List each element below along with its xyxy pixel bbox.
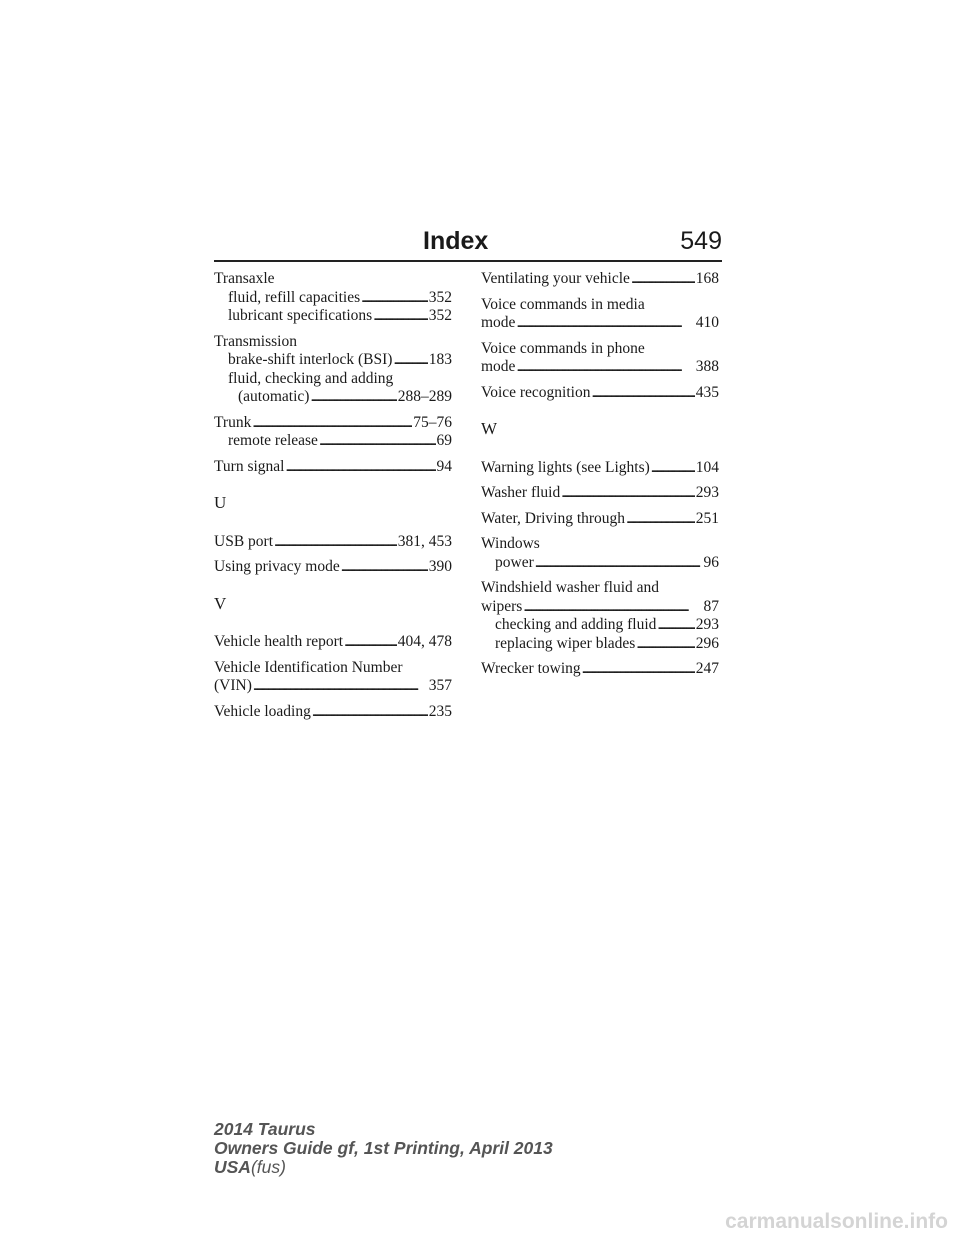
index-entry-voice-recognition: Voice recognition . . . 435 — [481, 384, 719, 403]
page-ref: 352 — [428, 288, 452, 306]
subentry: replacing wiper blades . . . 296 — [481, 635, 719, 654]
subentry-continued: (automatic) . . . 288–289 — [214, 388, 452, 407]
subentry: remote release . . . 69 — [214, 432, 452, 451]
leader-dots — [361, 289, 428, 308]
section-letter-w: W — [481, 419, 498, 438]
index-column-left — [214, 270, 452, 728]
section-letter-u: U — [214, 493, 227, 512]
page-ref: 168 — [695, 270, 719, 287]
leader-dots — [274, 533, 397, 552]
page-ref: 435 — [695, 383, 719, 401]
page-ref: 75–76 — [413, 413, 452, 431]
section-letter-v: V — [214, 593, 227, 613]
index-entry-wrecker-towing: Wrecker towing . . . 247 — [481, 660, 719, 679]
entry-heading: Windows — [481, 535, 540, 552]
page-ref: 94 — [436, 457, 452, 475]
page-ref: 251 — [695, 509, 719, 527]
document-footer — [214, 1120, 553, 1177]
page-ref: 235 — [428, 702, 452, 720]
index-entry-windows — [481, 535, 719, 572]
leader-dots — [651, 459, 695, 478]
page-number: 549 — [680, 227, 722, 255]
page-ref: 69 — [436, 432, 452, 449]
index-entry-voice-phone: Voice commands in phone mode . . . 388 — [481, 340, 719, 377]
leader-dots — [523, 598, 702, 617]
index-entry-warning-lights: Warning lights (see Lights) . . . 104 — [481, 459, 719, 478]
index-entry-vin: Vehicle Identification Number (VIN) . . . 357 — [214, 659, 452, 696]
subentry: brake-shift interlock (BSI) . . . 183 — [214, 351, 452, 370]
page-ref: 388 — [695, 358, 719, 375]
entry-heading: Trunk . . . 75–76 — [214, 414, 452, 433]
page-ref: 390 — [428, 558, 452, 575]
index-entry-vehicle-loading: Vehicle loading . . . 235 — [214, 703, 452, 722]
page-ref: 381, 453 — [397, 532, 452, 550]
subentry: fluid, checking and adding — [228, 369, 394, 387]
footer-line-region: USA(fus) — [214, 1157, 286, 1177]
leader-dots — [582, 660, 695, 679]
page-ref: 247 — [695, 660, 719, 677]
watermark: carmanualsonline.info — [725, 1210, 948, 1233]
leader-dots — [393, 351, 427, 370]
leader-dots — [626, 510, 695, 529]
index-entry-transmission — [214, 333, 452, 407]
index-entry-washer-fluid: Washer fluid . . . 293 — [481, 484, 719, 503]
page-ref: 87 — [703, 597, 719, 615]
page-ref: 410 — [695, 314, 719, 331]
page-ref: 96 — [703, 553, 719, 571]
page-ref: 288–289 — [397, 388, 452, 405]
page-ref: 293 — [695, 616, 719, 633]
leader-dots — [516, 314, 694, 333]
page-ref: 104 — [695, 458, 719, 476]
subentry: checking and adding fluid . . . 293 — [481, 616, 719, 635]
page-ref: 293 — [695, 484, 719, 501]
index-entry-windshield: Windshield washer fluid and wipers . . . 87 checking and adding fluid . . . 293 replacing wiper blades . . . 296 — [481, 579, 719, 653]
page-ref: 183 — [428, 351, 452, 368]
subentry: lubricant specifications . . . 352 — [214, 307, 452, 326]
leader-dots — [344, 633, 397, 652]
index-entry-voice-media: Voice commands in media mode . . . 410 — [481, 296, 719, 333]
footer-region-code: (fus) — [250, 1157, 286, 1177]
leader-dots — [561, 484, 695, 503]
page-ref: 404, 478 — [397, 633, 452, 650]
leader-dots — [657, 616, 694, 635]
leader-dots — [319, 432, 436, 451]
index-entry-trunk — [214, 414, 452, 451]
leader-dots — [285, 458, 435, 477]
leader-dots — [373, 307, 428, 326]
leader-dots — [312, 703, 428, 722]
subentry: power . . . 96 — [481, 554, 719, 573]
index-entry-privacy-mode: Using privacy mode . . . 390 — [214, 558, 452, 577]
leader-dots — [591, 384, 694, 403]
index-entry-turn-signal: Turn signal . . . 94 — [214, 458, 452, 477]
page-ref: 296 — [695, 634, 719, 652]
leader-dots — [253, 677, 428, 696]
leader-dots — [516, 358, 694, 377]
index-entry-ventilating: Ventilating your vehicle . . . 168 — [481, 270, 719, 289]
subentry: fluid, refill capacities . . . 352 — [214, 289, 452, 308]
index-entry-usb-port: USB port . . . 381, 453 — [214, 533, 452, 552]
page-header — [214, 226, 722, 262]
page-ref: 357 — [428, 677, 452, 694]
leader-dots — [310, 388, 396, 407]
footer-line-model: 2014 Taurus — [214, 1119, 316, 1139]
index-entry-water-driving: Water, Driving through . . . 251 — [481, 510, 719, 529]
entry-heading: Transaxle — [214, 270, 275, 287]
leader-dots — [535, 554, 703, 573]
index-column-right — [481, 270, 719, 686]
entry-heading: Transmission — [214, 332, 297, 350]
index-entry-health-report: Vehicle health report . . . 404, 478 — [214, 633, 452, 652]
page-ref: 352 — [428, 307, 452, 324]
index-entry-transaxle — [214, 270, 452, 326]
leader-dots — [252, 414, 412, 433]
leader-dots — [636, 635, 694, 654]
leader-dots — [341, 558, 428, 577]
leader-dots — [631, 270, 695, 289]
footer-line-edition: Owners Guide gf, 1st Printing, April 2013 — [214, 1138, 553, 1158]
page-title: Index — [423, 227, 489, 255]
